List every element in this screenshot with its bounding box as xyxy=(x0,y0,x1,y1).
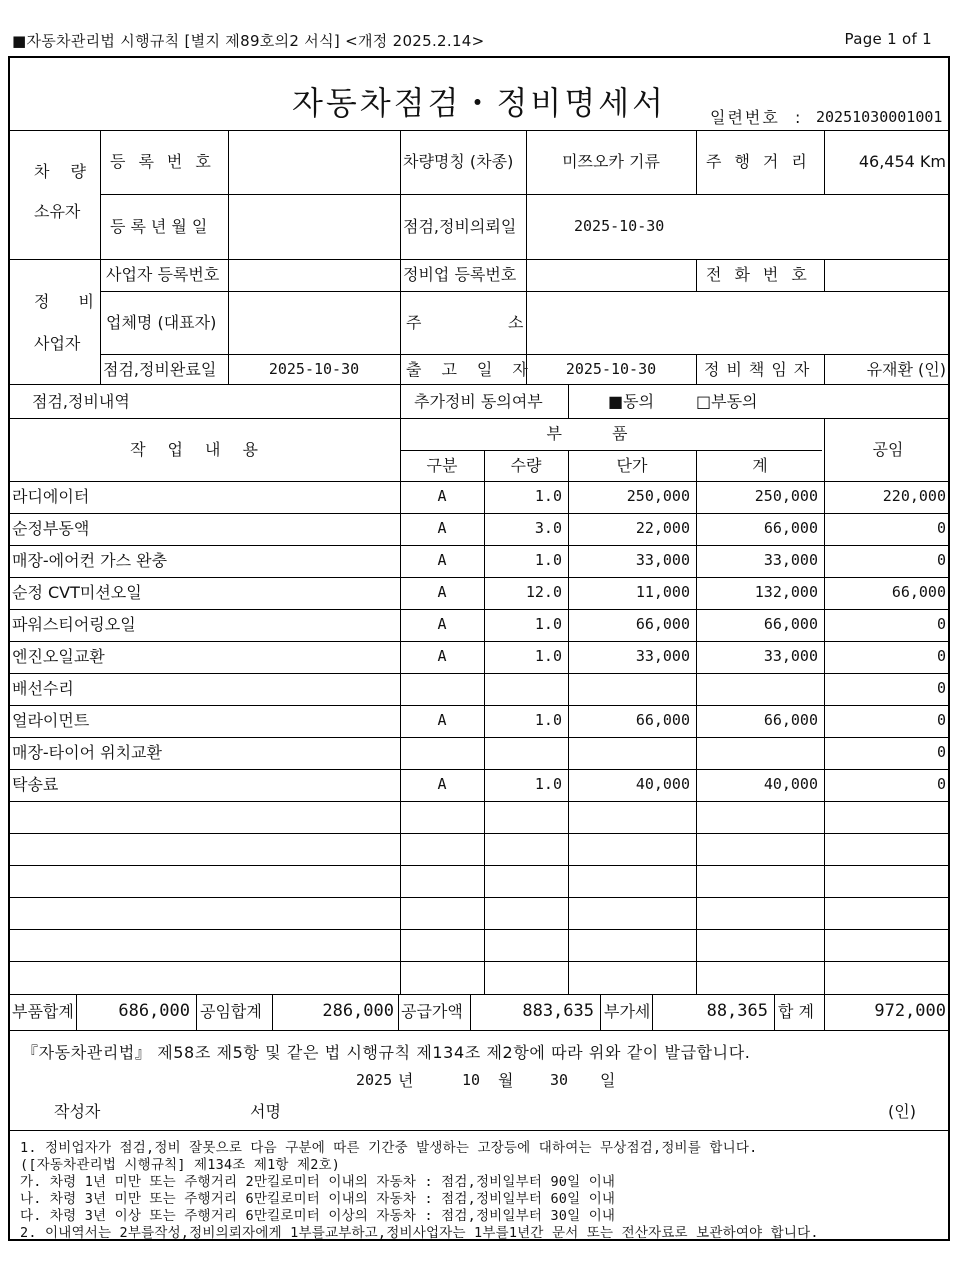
cell-labor: 0 xyxy=(936,519,946,537)
mileage-label: 주행거리 xyxy=(706,152,820,171)
cell-type: A xyxy=(437,615,447,633)
sum-label: 합 계 xyxy=(778,1002,814,1021)
col-parts-header: 부품 xyxy=(546,424,678,443)
address-label-2: 소 xyxy=(508,313,524,332)
col-labor-header: 공임 xyxy=(872,440,904,459)
cell-type: A xyxy=(437,551,447,569)
vehicle-section-label: 차 량 xyxy=(34,162,94,181)
complete-date-value: 2025-10-30 xyxy=(268,360,360,378)
row-divider xyxy=(10,865,948,866)
rule xyxy=(400,130,401,384)
cell-unit: 33,000 xyxy=(635,647,690,665)
manager-value: 유재환 (인) xyxy=(866,360,946,379)
cell-name: 탁송료 xyxy=(12,775,59,794)
cell-name: 매장-에어컨 가스 완충 xyxy=(12,551,168,570)
rule xyxy=(774,994,775,1030)
cell-total: 33,000 xyxy=(763,647,818,665)
rule xyxy=(10,481,948,482)
shop-section-label-2: 사업자 xyxy=(34,334,81,353)
rule xyxy=(10,1030,948,1031)
row-divider xyxy=(10,673,948,674)
issue-day-unit: 일 xyxy=(600,1071,616,1090)
document-title: 자동차점검・정비명세서 xyxy=(291,84,667,122)
cell-qty: 1.0 xyxy=(534,487,562,505)
cell-labor: 0 xyxy=(936,711,946,729)
row-divider xyxy=(10,833,948,834)
row-divider xyxy=(10,705,948,706)
cell-labor: 0 xyxy=(936,615,946,633)
owner-section-label: 소유자 xyxy=(34,202,81,221)
row-divider xyxy=(10,577,948,578)
cell-labor: 66,000 xyxy=(891,583,946,601)
rule xyxy=(10,1130,948,1131)
cell-name: 파워스티어링오일 xyxy=(12,615,136,634)
row-divider xyxy=(10,929,948,930)
row-divider xyxy=(10,545,948,546)
cell-unit: 250,000 xyxy=(626,487,690,505)
row-divider xyxy=(10,641,948,642)
cell-total: 66,000 xyxy=(763,615,818,633)
cell-name: 얼라이먼트 xyxy=(12,711,90,730)
note-line: 다. 차령 3년 이상 또는 주행거리 6만킬로미터 이상의 자동차 : 점검,정비일부터 30일 이내 xyxy=(20,1208,616,1224)
cell-labor: 0 xyxy=(936,647,946,665)
consent-yes-checkbox[interactable]: ■동의 xyxy=(608,392,655,411)
col-total-header: 계 xyxy=(752,456,768,475)
rule xyxy=(398,994,399,1030)
cell-name: 매장-타이어 위치교환 xyxy=(12,743,162,762)
note-line: ([자동차관리법 시행규칙] 제134조 제1항 제2호) xyxy=(20,1157,341,1173)
cell-qty: 1.0 xyxy=(534,551,562,569)
cell-labor: 0 xyxy=(936,775,946,793)
biz-no-label: 사업자 등록번호 xyxy=(106,265,220,284)
rule xyxy=(10,994,948,995)
rule xyxy=(824,418,825,994)
model-value: 미쯔오카 기류 xyxy=(562,152,660,171)
cell-qty: 1.0 xyxy=(534,775,562,793)
cell-unit: 33,000 xyxy=(635,551,690,569)
cell-name: 라디에이터 xyxy=(12,487,90,506)
cell-labor: 0 xyxy=(936,679,946,697)
inspection-statement-form xyxy=(8,56,950,1241)
cell-labor: 220,000 xyxy=(882,487,946,505)
cell-unit: 66,000 xyxy=(635,615,690,633)
cell-unit: 66,000 xyxy=(635,711,690,729)
row-divider xyxy=(10,513,948,514)
address-label: 주 xyxy=(406,313,422,332)
cell-qty: 1.0 xyxy=(534,647,562,665)
cell-total: 66,000 xyxy=(763,711,818,729)
reg-no-label: 등록번호 xyxy=(110,152,224,171)
phone-label: 전화번호 xyxy=(706,265,820,284)
serial-separator: : xyxy=(795,108,801,127)
rule xyxy=(400,384,401,418)
col-unit-header: 단가 xyxy=(616,456,648,475)
rule xyxy=(228,130,229,384)
issue-month-unit: 월 xyxy=(498,1071,514,1090)
rule xyxy=(196,994,197,1030)
cell-total: 33,000 xyxy=(763,551,818,569)
cell-unit: 11,000 xyxy=(635,583,690,601)
rule xyxy=(10,130,948,131)
cell-type: A xyxy=(437,647,447,665)
manager-label: 정비책임자 xyxy=(704,360,817,379)
issue-month: 10 xyxy=(462,1071,481,1089)
cell-total: 250,000 xyxy=(754,487,818,505)
sign-label: 서명 xyxy=(250,1102,281,1121)
shop-reg-label: 정비업 등록번호 xyxy=(403,265,517,284)
cell-total: 40,000 xyxy=(763,775,818,793)
labor-total-value: 286,000 xyxy=(322,1001,394,1021)
row-divider xyxy=(10,737,948,738)
supply-label: 공급가액 xyxy=(401,1002,463,1021)
note-line: 2. 이내역서는 2부를작성,정비의뢰자에게 1부를교부하고,정비사업자는 1부를1년간 문서 또는 전산자료로 보관하여야 합니다. xyxy=(20,1225,819,1241)
work-history-label: 점검,정비내역 xyxy=(32,392,130,411)
cell-total: 66,000 xyxy=(763,519,818,537)
request-date-label: 점검,정비의뢰일 xyxy=(403,217,517,236)
request-date-value: 2025-10-30 xyxy=(574,217,665,235)
serial-label: 일련번호 xyxy=(710,108,780,127)
vat-label: 부가세 xyxy=(604,1002,651,1021)
cell-name: 엔진오일교환 xyxy=(12,647,105,666)
rule xyxy=(10,384,948,385)
parts-total-label: 부품합계 xyxy=(12,1002,74,1021)
row-divider xyxy=(10,609,948,610)
consent-no-checkbox[interactable]: □부동의 xyxy=(696,392,758,411)
form-reference: ■자동차관리법 시행규칙 [별지 제89호의2 서식] <개정 2025.2.14> xyxy=(12,32,485,50)
cell-type: A xyxy=(437,519,447,537)
shop-section-label: 정 비 xyxy=(34,292,106,311)
rule xyxy=(10,418,948,419)
sum-value: 972,000 xyxy=(874,1001,946,1021)
page-indicator: Page 1 of 1 xyxy=(844,30,932,48)
cell-type: A xyxy=(437,583,447,601)
rule xyxy=(600,994,601,1030)
company-label: 업체명 (대표자) xyxy=(106,313,217,332)
issue-statement: 『자동차관리법』 제58조 제5항 및 같은 법 시행규칙 제134조 제2항에 따라 위와 같이 발급합니다. xyxy=(22,1043,751,1062)
vat-value: 88,365 xyxy=(706,1001,768,1021)
rule xyxy=(696,259,697,291)
mileage-value: 46,454 Km xyxy=(858,152,946,171)
serial-number: 20251030001001 xyxy=(816,108,943,126)
cell-type: A xyxy=(437,775,447,793)
col-work-header: 작업내용 xyxy=(130,440,280,459)
cell-type: A xyxy=(437,487,447,505)
rule xyxy=(696,354,697,384)
seal-mark: (인) xyxy=(888,1102,916,1121)
cell-unit: 40,000 xyxy=(635,775,690,793)
note-line: 1. 정비업자가 점검,정비 잘못으로 다음 구분에 따른 기간중 발생하는 고장등에 대하여는 무상점검,정비를 합니다. xyxy=(20,1140,758,1156)
cell-unit: 22,000 xyxy=(635,519,690,537)
cell-type: A xyxy=(437,711,447,729)
rule xyxy=(696,130,697,194)
release-date-value: 2025-10-30 xyxy=(565,360,657,378)
complete-date-label: 점검,정비완료일 xyxy=(103,360,217,379)
cell-qty: 3.0 xyxy=(534,519,562,537)
col-qty-header: 수량 xyxy=(510,456,542,475)
row-divider xyxy=(10,961,948,962)
issue-year-unit: 년 xyxy=(398,1071,414,1090)
cell-qty: 12.0 xyxy=(525,583,562,601)
cell-labor: 0 xyxy=(936,551,946,569)
note-line: 가. 차령 1년 미만 또는 주행거리 2만킬로미터 이내의 자동차 : 점검,정비일부터 90일 이내 xyxy=(20,1174,616,1190)
col-type-header: 구분 xyxy=(426,456,458,475)
rule xyxy=(568,384,569,418)
author-label: 작성자 xyxy=(54,1102,101,1121)
rule xyxy=(10,259,948,260)
supply-value: 883,635 xyxy=(522,1001,594,1021)
cell-name: 순정 CVT미션오일 xyxy=(12,583,142,602)
parts-total-value: 686,000 xyxy=(118,1001,190,1021)
cell-total: 132,000 xyxy=(754,583,818,601)
rule xyxy=(824,259,825,291)
reg-date-label: 등록년월일 xyxy=(110,217,213,236)
cell-qty: 1.0 xyxy=(534,711,562,729)
note-line: 나. 차령 3년 미만 또는 주행거리 6만킬로미터 이내의 자동차 : 점검,정비일부터 60일 이내 xyxy=(20,1191,616,1207)
cell-name: 순정부동액 xyxy=(12,519,90,538)
row-divider xyxy=(10,897,948,898)
cell-name: 배선수리 xyxy=(12,679,74,698)
issue-year: 2025 xyxy=(356,1071,393,1089)
release-date-label: 출고일자 xyxy=(406,360,548,379)
cell-qty: 1.0 xyxy=(534,615,562,633)
consent-label: 추가정비 동의여부 xyxy=(414,392,543,411)
cell-labor: 0 xyxy=(936,743,946,761)
rule xyxy=(100,130,101,384)
rule xyxy=(400,418,401,994)
issue-day: 30 xyxy=(550,1071,569,1089)
model-label: 차량명칭 (차종) xyxy=(403,152,514,171)
labor-total-label: 공임합계 xyxy=(200,1002,262,1021)
rule xyxy=(400,450,822,451)
row-divider xyxy=(10,801,948,802)
row-divider xyxy=(10,769,948,770)
